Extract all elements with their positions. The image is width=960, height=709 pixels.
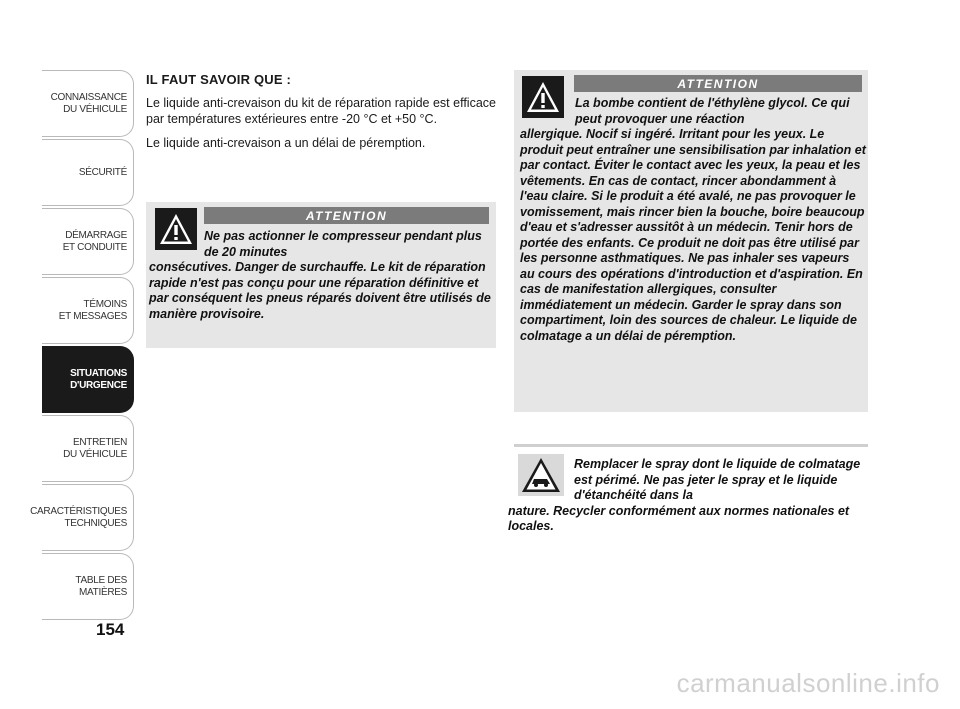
environment-note: [508, 457, 868, 535]
warning-banner: ATTENTION: [204, 207, 489, 224]
tab-table-des-matieres[interactable]: [42, 553, 134, 620]
tab-label: DÉMARRAGE ET CONDUITE: [62, 229, 127, 253]
warning-text-glycol: [520, 96, 866, 344]
tab-label: TÉMOINS ET MESSAGES: [58, 298, 127, 322]
warning-banner: ATTENTION: [574, 75, 862, 92]
warning-text-first: La bombe contient de l'éthylène glycol. Ce qui peut provoquer une réaction: [575, 96, 850, 126]
tab-entretien-du-vehicule[interactable]: [42, 415, 134, 482]
warning-text-rest: consécutives. Danger de surchauffe. Le kit de réparation rapide n'est pas conçu pour une réparation définitive et par conséquent les pneus réparés doivent être utilisés de manière provisoire.: [149, 260, 491, 321]
tab-label: SÉCURITÉ: [78, 166, 127, 178]
page-number: 154: [96, 620, 125, 639]
tab-caracteristiques-techniques[interactable]: [30, 484, 134, 551]
section-tabs: [30, 70, 134, 622]
tab-label: SITUATIONS D'URGENCE: [70, 367, 127, 391]
tab-securite[interactable]: [42, 139, 134, 206]
warning-text-rest: allergique. Nocif si ingéré. Irritant pour les yeux. Le produit peut entraîner une sensibilisation par inhalation et par contact. Éviter le contact avec les yeux, la peau et les vêtements. En cas de contact, rincer abondamment à l'eau claire. Si le produit a été avalé, ne pas provoquer le vomissement, mais rincer bien la bouche, boire beaucoup d'eau et s'adresser aussitôt à un médecin. Tenir hors de portée des enfants. Ce produit ne doit pas être utilisé par les personne asthmatiques. Ne pas inhaler ses vapeurs au cours des opérations d'introduction et d'aspiration. En cas de manifestation allergiques, consulter immédiatement un médecin. Garder le spray dans son compartiment, loin des sources de chaleur. Le liquide de colmatage a un délai de péremption.: [520, 127, 866, 343]
tab-label: CARACTÉRISTIQUES TECHNIQUES: [30, 505, 127, 529]
warning-text-compressor: [149, 229, 491, 322]
info-section: [146, 72, 496, 161]
tab-label: ENTRETIEN DU VÉHICULE: [63, 436, 127, 460]
info-heading: IL FAUT SAVOIR QUE :: [146, 72, 292, 87]
watermark: carmanualsonline.info: [676, 668, 940, 698]
tab-connaissance-du-vehicule[interactable]: [42, 70, 134, 137]
environment-text-rest: nature. Recycler conformément aux normes nationales et locales.: [508, 503, 850, 533]
environment-text-first: Remplacer le spray dont le liquide de colmatage est périmé. Ne pas jeter le spray et le liquide d'étanchéité dans la: [574, 457, 861, 502]
divider: [514, 444, 868, 447]
tab-demarrage-et-conduite[interactable]: [42, 208, 134, 275]
tab-label: CONNAISSANCE DU VÉHICULE: [50, 91, 127, 115]
info-paragraph: Le liquide anti-crevaison du kit de réparation rapide est efficace par températures extérieures entre -20 °C et +50 °C.: [146, 96, 496, 126]
tab-situations-d-urgence[interactable]: [42, 346, 134, 413]
warning-text-first: Ne pas actionner le compresseur pendant plus de 20 minutes: [204, 229, 482, 259]
tab-temoins-et-messages[interactable]: [42, 277, 134, 344]
tab-label: TABLE DES MATIÈRES: [75, 574, 127, 598]
info-paragraph: Le liquide anti-crevaison a un délai de péremption.: [146, 136, 426, 150]
